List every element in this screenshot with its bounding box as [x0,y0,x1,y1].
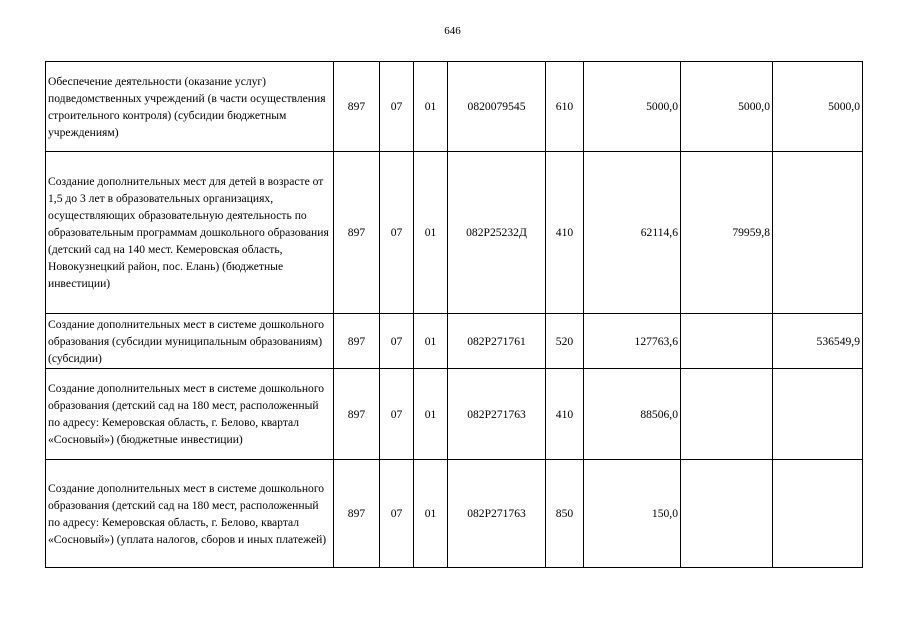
subsection-cell: 01 [414,314,448,369]
amount-1-cell: 127763,6 [584,314,681,369]
budget-table [45,61,863,568]
amount-3-cell [773,152,863,314]
description-cell: Создание дополнительных мест в системе дошкольного образования (субсидии муниципальным образованиям) (субсидии) [46,314,334,369]
amount-3-cell [773,460,863,568]
description-cell: Обеспечение деятельности (оказание услуг) подведомственных учреждений (в части осуществления строительного контроля) (субсидии бюджетным учреждениям) [46,62,334,152]
target-article-cell: 0820079545 [448,62,546,152]
subsection-cell: 01 [414,62,448,152]
expense-type-cell: 850 [546,460,584,568]
amount-1-cell: 88506,0 [584,369,681,460]
amount-1-cell: 150,0 [584,460,681,568]
amount-2-cell: 79959,8 [681,152,773,314]
page-number: 646 [444,25,461,37]
ministry-code-cell: 897 [334,62,380,152]
target-article-cell: 082P271763 [448,460,546,568]
description-cell: Создание дополнительных мест в системе дошкольного образования (детский сад на 180 мест, расположенный по адресу: Кемеровская область, г. Белово, квартал «Сосновый») (бюджетные инвестиции) [46,369,334,460]
section-cell: 07 [380,314,414,369]
amount-3-cell: 536549,9 [773,314,863,369]
ministry-code-cell: 897 [334,314,380,369]
target-article-cell: 082P25232Д [448,152,546,314]
amount-2-cell [681,460,773,568]
ministry-code-cell: 897 [334,460,380,568]
description-cell: Создание дополнительных мест для детей в возрасте от 1,5 до 3 лет в образовательных организациях, осуществляющих образовательную деятельность по образовательным программам дошкольного образования (детский сад на 140 мест. Кемеровская область, Новокузнецкий район, пос. Елань) (бюджетные инвестиции) [46,152,334,314]
amount-1-cell: 62114,6 [584,152,681,314]
target-article-cell: 082P271763 [448,369,546,460]
table-row [46,460,863,568]
table-row [46,369,863,460]
expense-type-cell: 410 [546,369,584,460]
amount-3-cell: 5000,0 [773,62,863,152]
ministry-code-cell: 897 [334,369,380,460]
table-row [46,152,863,314]
target-article-cell: 082P271761 [448,314,546,369]
subsection-cell: 01 [414,152,448,314]
section-cell: 07 [380,369,414,460]
amount-1-cell: 5000,0 [584,62,681,152]
expense-type-cell: 520 [546,314,584,369]
section-cell: 07 [380,460,414,568]
amount-2-cell [681,314,773,369]
section-cell: 07 [380,152,414,314]
expense-type-cell: 410 [546,152,584,314]
expense-type-cell: 610 [546,62,584,152]
ministry-code-cell: 897 [334,152,380,314]
amount-2-cell: 5000,0 [681,62,773,152]
amount-2-cell [681,369,773,460]
section-cell: 07 [380,62,414,152]
amount-3-cell [773,369,863,460]
table-row [46,62,863,152]
subsection-cell: 01 [414,460,448,568]
description-cell: Создание дополнительных мест в системе дошкольного образования (детский сад на 180 мест, расположенный по адресу: Кемеровская область, г. Белово, квартал «Сосновый») (уплата налогов, сборов и иных платежей) [46,460,334,568]
table-row [46,314,863,369]
subsection-cell: 01 [414,369,448,460]
